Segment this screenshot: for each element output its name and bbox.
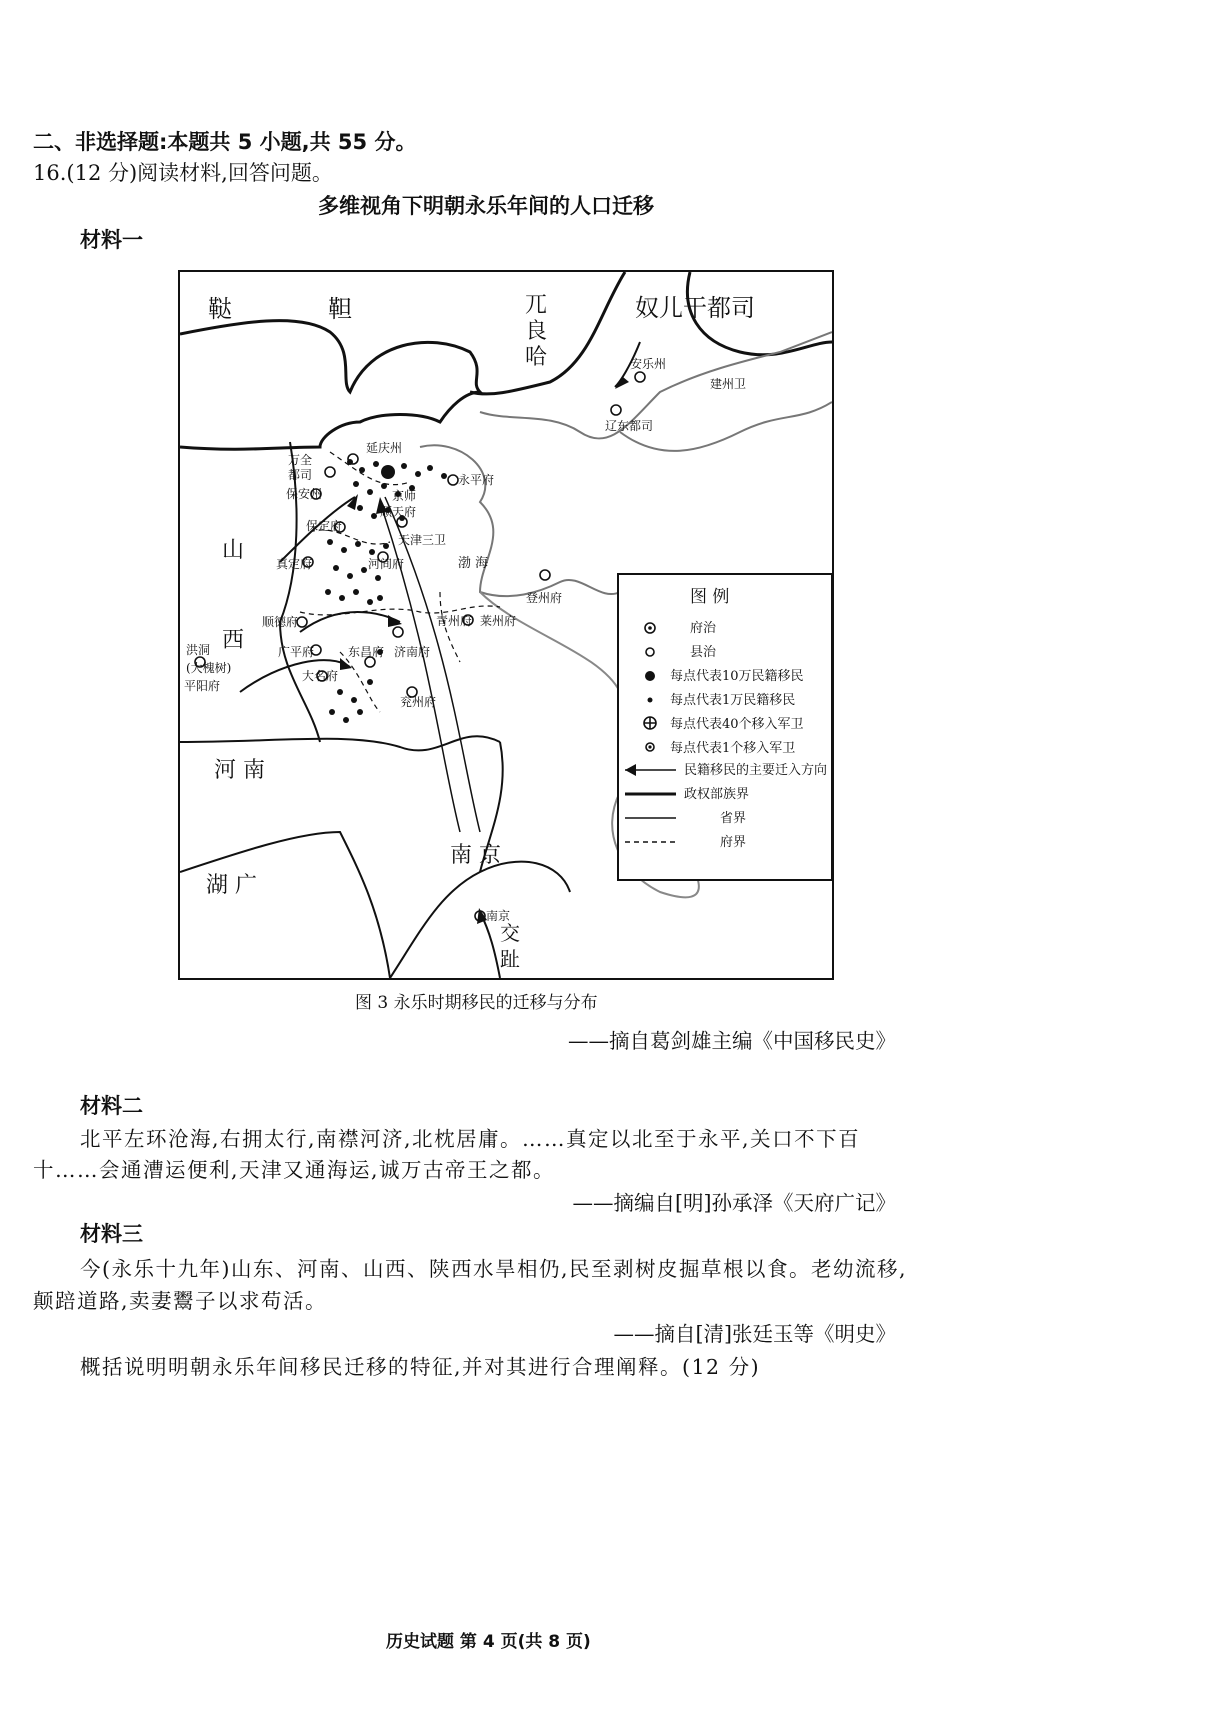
legend-item-10k: 每点代表1万民籍移民 bbox=[670, 693, 796, 708]
place-jingshi: 京师 bbox=[392, 489, 417, 503]
place-hejianfu: 河间府 bbox=[368, 557, 405, 571]
place-damingfu: 大名府 bbox=[302, 669, 339, 683]
place-wanquan-1: 万全 bbox=[288, 453, 313, 467]
place-hongdong: 洪洞 bbox=[186, 643, 211, 657]
material2-source: ——摘编自[明]孙承泽《天府广记》 bbox=[572, 1191, 896, 1215]
material3-source: ——摘自[清]张廷玉等《明史》 bbox=[613, 1322, 896, 1346]
place-dengzhoufu: 登州府 bbox=[526, 591, 563, 605]
question-prompt: 概括说明明朝永乐年间移民迁移的特征,并对其进行合理阐释。(12 分) bbox=[80, 1355, 761, 1379]
map-caption: 图 3 永乐时期移民的迁移与分布 bbox=[355, 993, 598, 1013]
region-jiaozhi-2: 趾 bbox=[500, 947, 520, 971]
region-xi: 西 bbox=[222, 628, 245, 653]
place-dongchangfu: 东昌府 bbox=[348, 645, 385, 659]
region-dada-2: 靼 bbox=[328, 295, 352, 323]
migration-map-svg bbox=[180, 272, 832, 978]
place-dahuaishu: (大槐树) bbox=[186, 661, 232, 675]
place-baodingfu: 保定府 bbox=[306, 519, 343, 533]
place-yongpingfu: 永平府 bbox=[458, 473, 495, 487]
place-liaodong: 辽东都司 bbox=[605, 419, 654, 433]
material3-line1: 今(永乐十九年)山东、河南、山西、陕西水旱相仍,民至剥树皮掘草根以食。老幼流移, bbox=[80, 1257, 908, 1281]
tribal-boundary-east bbox=[470, 272, 625, 394]
material3-line2: 颠踣道路,卖妻鬻子以求苟活。 bbox=[33, 1289, 328, 1313]
place-nanjing-city: 南京 bbox=[486, 909, 511, 923]
material1-label: 材料一 bbox=[80, 228, 143, 252]
region-wuliangha-2: 良 bbox=[525, 319, 548, 344]
region-shan: 山 bbox=[222, 538, 245, 563]
legend-item-100k: 每点代表10万民籍移民 bbox=[670, 669, 804, 684]
place-shuntianfu: 顺天府 bbox=[380, 505, 417, 519]
place-qingzhoufu: 青州府 bbox=[436, 614, 473, 628]
place-yanzhoufu: 兖州府 bbox=[400, 695, 437, 709]
place-jianzhouwei: 建州卫 bbox=[710, 377, 747, 391]
arrowhead-4 bbox=[340, 658, 352, 670]
place-wanquan-2: 都司 bbox=[288, 468, 313, 482]
region-nanjing: 南 京 bbox=[450, 843, 501, 868]
legend-item-direction: 民籍移民的主要迁入方向 bbox=[684, 763, 828, 778]
migration-arrow-nanjing bbox=[380, 502, 460, 832]
legend-title: 图 例 bbox=[690, 587, 730, 607]
material1-source: ——摘自葛剑雄主编《中国移民史》 bbox=[568, 1029, 896, 1053]
place-laizhoufu: 莱州府 bbox=[480, 614, 517, 628]
page-title: 多维视角下明朝永乐年间的人口迁移 bbox=[318, 194, 654, 218]
place-yanqingzhou: 延庆州 bbox=[366, 441, 403, 455]
province-line-3 bbox=[180, 832, 390, 978]
coastline-bohai bbox=[420, 445, 620, 596]
region-wuliangha-3: 哈 bbox=[525, 345, 548, 370]
legend-item-province: 省界 bbox=[720, 811, 747, 826]
section-heading: 二、非选择题:本题共 5 小题,共 55 分。 bbox=[33, 130, 417, 154]
arrowhead-5 bbox=[615, 377, 629, 389]
legend-item-garrison-1: 每点代表1个移入军卫 bbox=[670, 741, 796, 756]
legend-item-boundary: 政权部族界 bbox=[684, 787, 750, 802]
region-huguang: 湖 广 bbox=[206, 873, 257, 898]
page-footer: 历史试题 第 4 页(共 8 页) bbox=[386, 1632, 591, 1652]
material2-line1: 北平左环沧海,右拥太行,南襟河济,北枕居庸。……真定以北至于永平,关口不下百 bbox=[80, 1127, 861, 1151]
material2-label: 材料二 bbox=[80, 1094, 143, 1118]
region-dada-1: 鞑 bbox=[208, 295, 232, 323]
legend-item-county: 县治 bbox=[690, 645, 717, 660]
place-tianjin: 天津三卫 bbox=[398, 533, 447, 547]
legend-item-prefecture: 府治 bbox=[690, 621, 717, 636]
migration-map bbox=[178, 270, 834, 980]
region-henan: 河 南 bbox=[214, 758, 265, 783]
place-baoanzhou: 保安州 bbox=[286, 487, 323, 501]
place-anlezhou: 安乐州 bbox=[630, 357, 667, 371]
place-shundefu: 顺德府 bbox=[262, 615, 299, 629]
migration-arrow-nanjing-2 bbox=[385, 497, 480, 832]
tribal-boundary bbox=[180, 321, 480, 450]
region-jiaozhi-1: 交 bbox=[500, 921, 520, 945]
legend-item-garrison-40: 每点代表40个移入军卫 bbox=[670, 717, 804, 732]
material2-line2: 十……会通漕运便利,天津又通海运,诚万古帝王之都。 bbox=[33, 1158, 556, 1182]
place-guangpingfu: 广平府 bbox=[278, 645, 315, 659]
legend-item-prefecture-line: 府界 bbox=[720, 835, 747, 850]
region-nurgan: 奴儿干都司 bbox=[635, 294, 755, 322]
province-line-1 bbox=[180, 736, 500, 750]
place-pingyangfu: 平阳府 bbox=[184, 679, 221, 693]
migration-arrow-shanxi-2 bbox=[300, 612, 400, 632]
question-number: 16.(12 分)阅读材料,回答问题。 bbox=[33, 161, 333, 185]
region-wuliangha-1: 兀 bbox=[525, 293, 548, 318]
place-zhendingfu: 真定府 bbox=[276, 557, 313, 571]
place-bohai: 渤 海 bbox=[458, 556, 489, 571]
place-jinanfu: 济南府 bbox=[394, 645, 431, 659]
material3-label: 材料三 bbox=[80, 1222, 143, 1246]
